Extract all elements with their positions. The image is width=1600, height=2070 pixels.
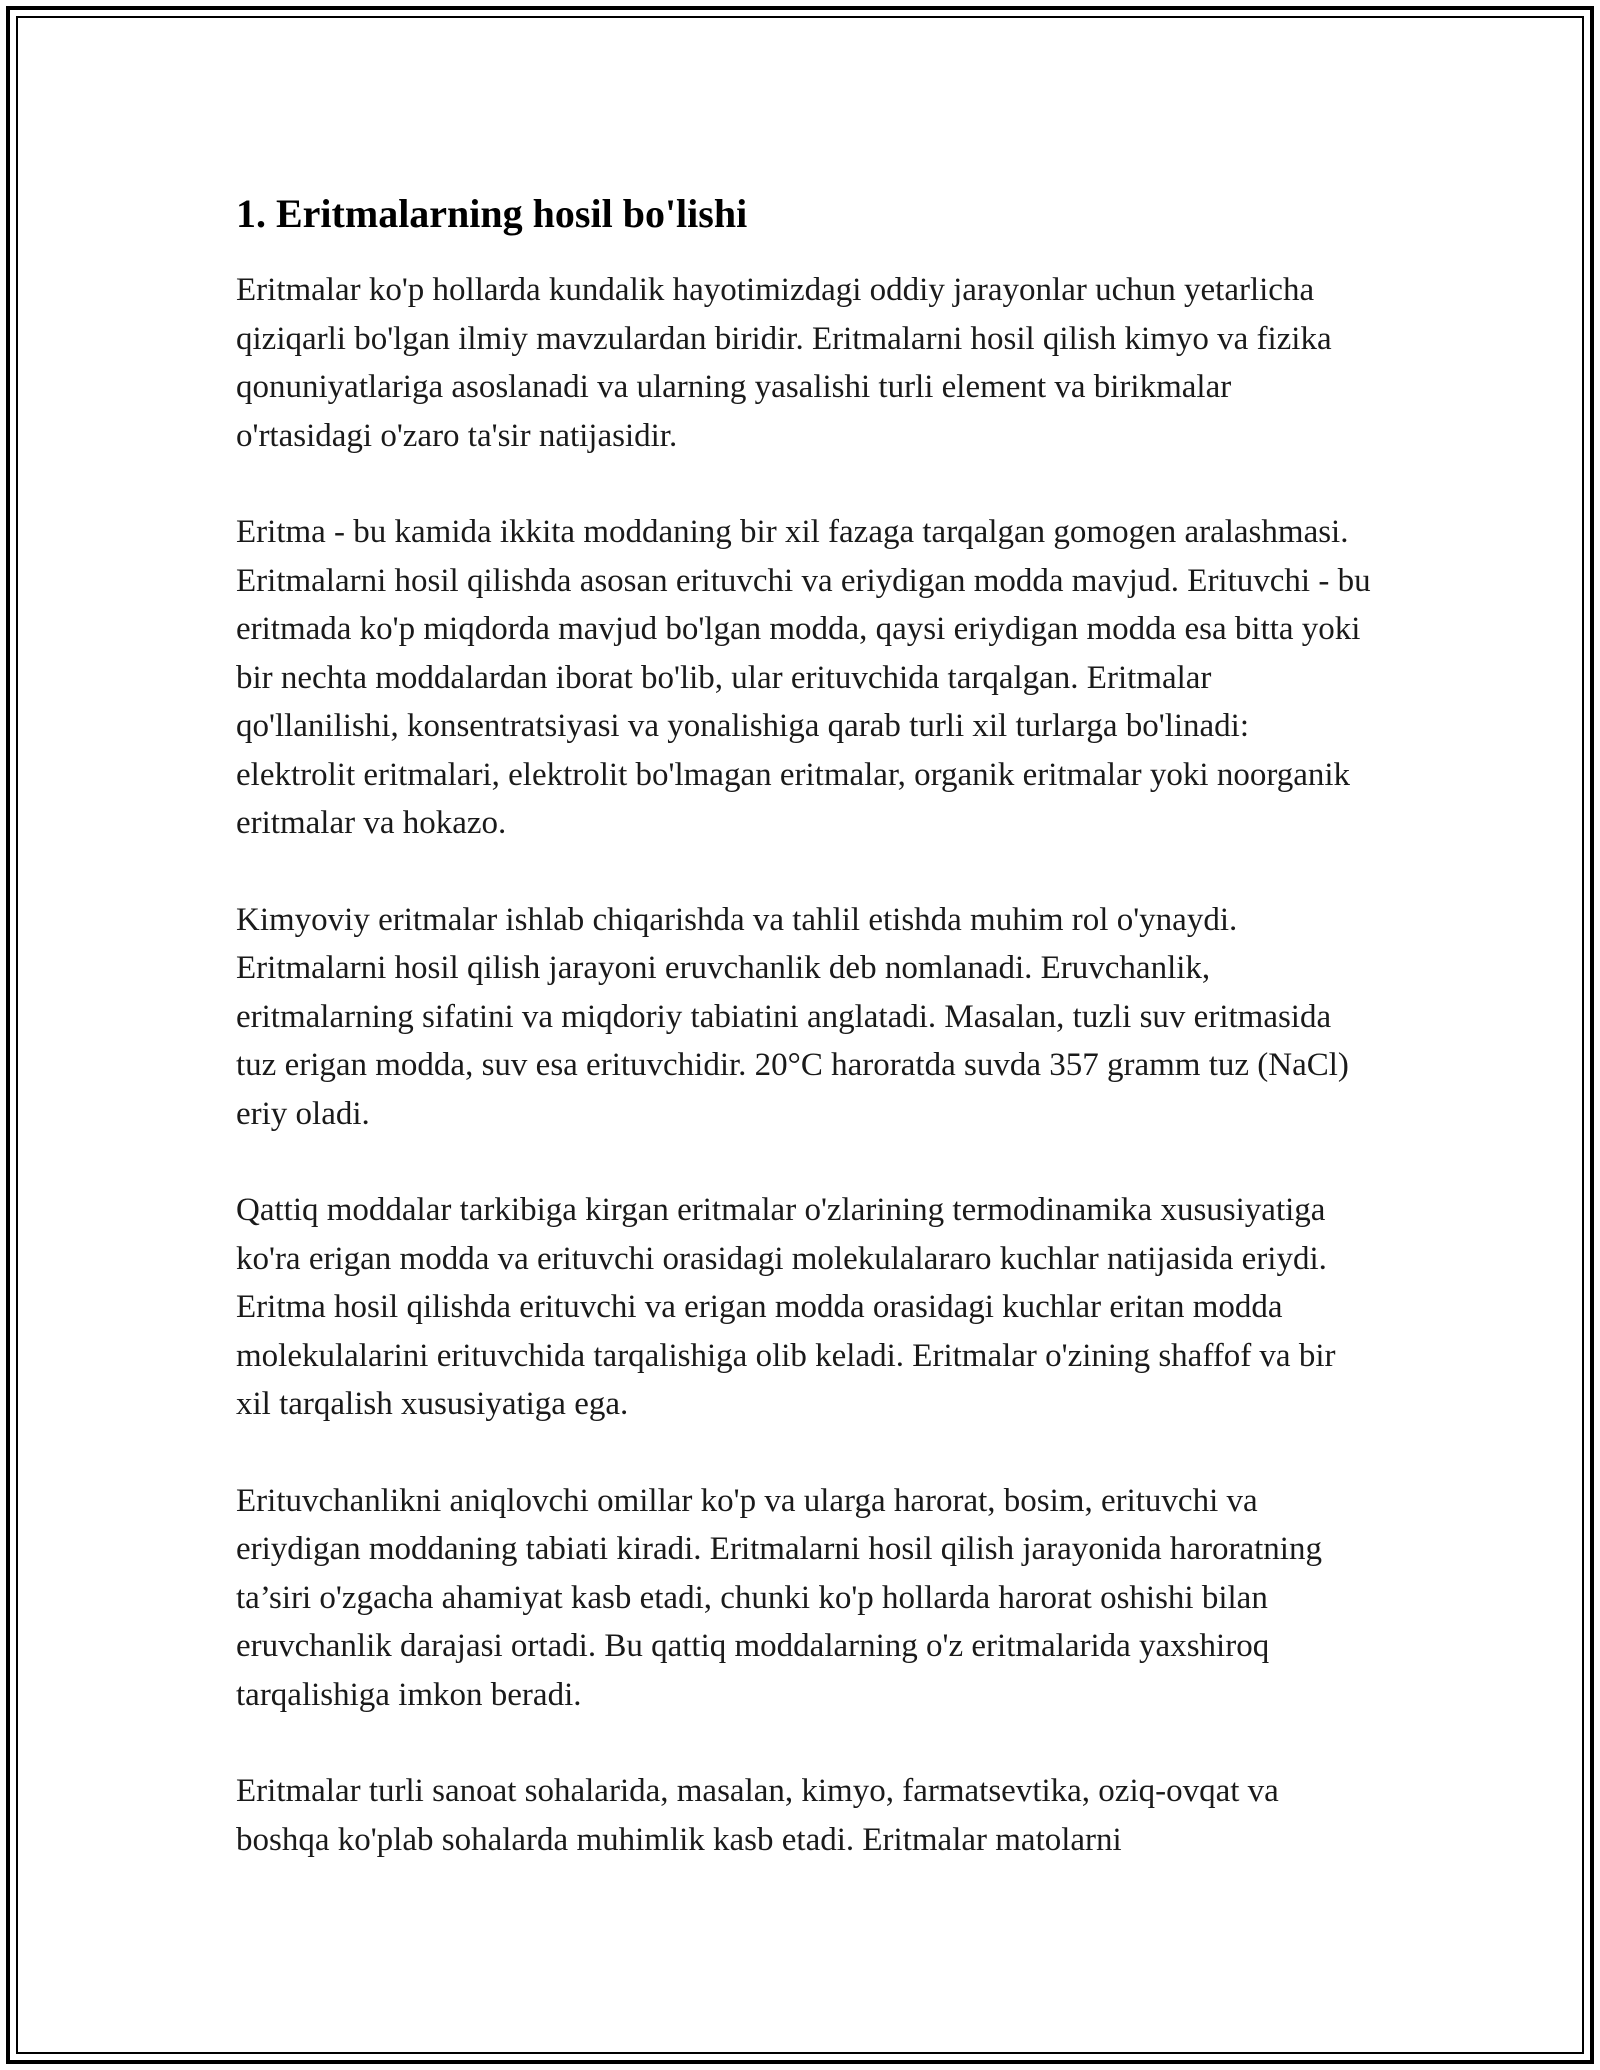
document-body — [236, 190, 1376, 1912]
paragraph-6: Eritmalar turli sanoat sohalarida, masalan, kimyo, farmatsevtika, oziq-ovqat va boshqa ko'plab sohalarda muhimlik kasb etadi. Eritmalar matolarni — [236, 1773, 1279, 1858]
section-heading: 1. Eritmalarning hosil bo'lishi — [236, 191, 748, 236]
paragraph-3: Kimyoviy eritmalar ishlab chiqarishda va tahlil etishda muhim rol o'ynaydi. Eritmalarni hosil qilish jarayoni eruvchanlik deb nomlanadi. Eruvchanlik, eritmalarning sifatini va miqdoriy tabiatini anglatadi. Masalan, tuzli suv eritmasida tuz erigan modda, suv esa erituvchidir. 20°C haroratda suvda 357 gramm tuz (NaCl) eriy oladi. — [236, 901, 1349, 1132]
paragraph-5: Erituvchanlikni aniqlovchi omillar ko'p va ularga harorat, bosim, erituvchi va eriydigan moddaning tabiati kiradi. Eritmalarni hosil qilish jarayonida haroratning ta’siri o'zgacha ahamiyat kasb etadi, chunki ko'p hollarda harorat oshishi bilan eruvchanlik darajasi ortadi. Bu qattiq moddalarning o'z eritmalarida yaxshiroq tarqalishiga imkon beradi. — [236, 1482, 1322, 1713]
paragraph-1: Eritmalar ko'p hollarda kundalik hayotimizdagi oddiy jarayonlar uchun yetarlicha qiziqarli bo'lgan ilmiy mavzulardan biridir. Eritmalarni hosil qilish kimyo va fizika qonuniyatlariga asoslanadi va ularning yasalishi turli element va birikmalar o'rtasidagi o'zaro ta'sir natijasidir. — [236, 272, 1332, 454]
paragraph-2: Eritma - bu kamida ikkita moddaning bir xil fazaga tarqalgan gomogen aralashmasi. Eritmalarni hosil qilishda asosan erituvchi va eriydigan modda mavjud. Erituvchi - bu eritmada ko'p miqdorda mavjud bo'lgan modda, qaysi eriydigan modda esa bitta yoki bir nechta moddalardan iborat bo'lib, ular erituvchida tarqalgan. Eritmalar qo'llanilishi, konsentratsiyasi va yonalishiga qarab turli xil turlarga bo'linadi: elektrolit eritmalari, elektrolit bo'lmagan eritmalar, organik eritmalar yoki noorganik eritmalar va hokazo. — [236, 514, 1371, 841]
paragraph-4: Qattiq moddalar tarkibiga kirgan eritmalar o'zlarining termodinamika xususiyatiga ko'ra erigan modda va erituvchi orasidagi molekulalararo kuchlar natijasida eriydi. Eritma hosil qilishda erituvchi va erigan modda orasidagi kuchlar eritan modda molekulalarini erituvchida tarqalishiga olib keladi. Eritmalar o'zining shaffof va bir xil tarqalish xususiyatiga ega. — [236, 1192, 1336, 1422]
